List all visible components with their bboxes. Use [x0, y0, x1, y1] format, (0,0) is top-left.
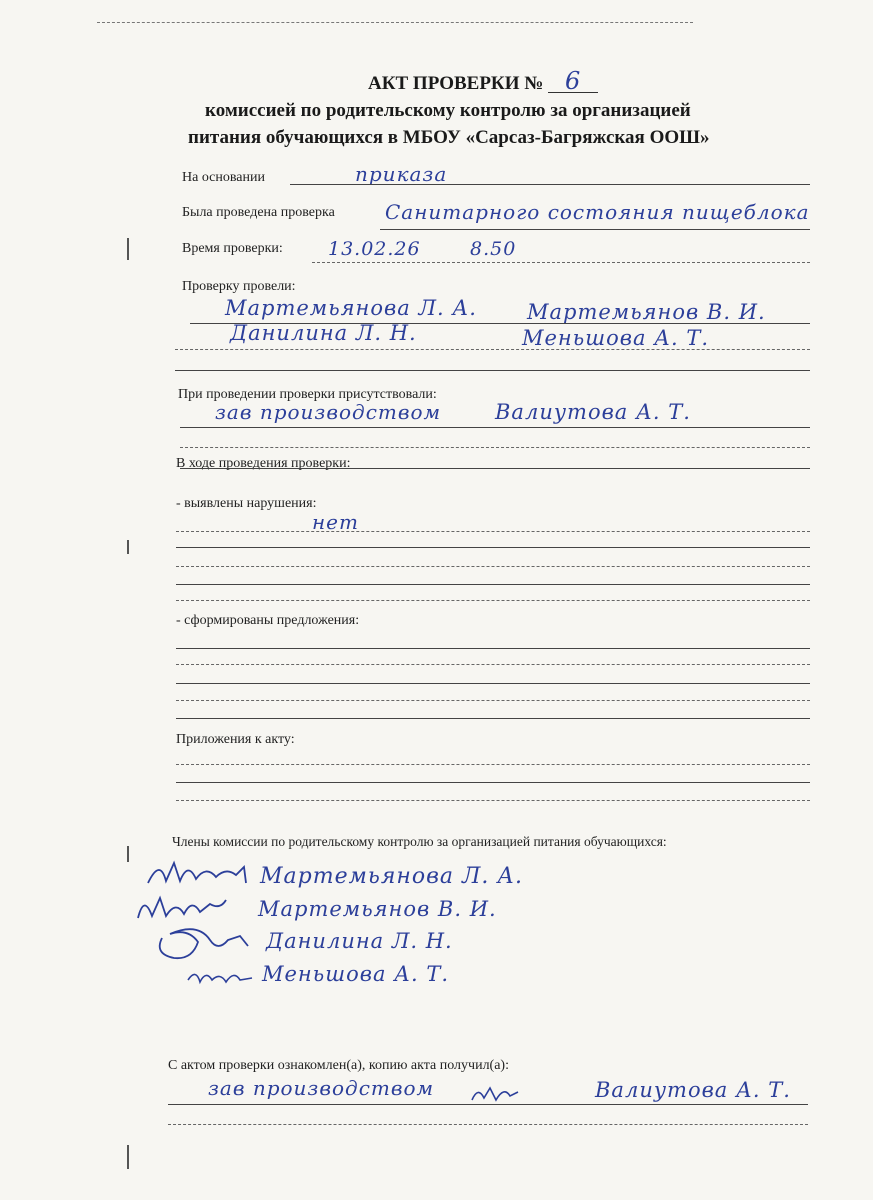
present-rule-1	[180, 427, 810, 428]
check-label: Была проведена проверка	[182, 205, 335, 220]
scan-mark	[127, 238, 129, 260]
violations-value: нет	[312, 510, 359, 534]
time-value: 8.50	[470, 238, 517, 260]
member-signature-4	[182, 960, 262, 990]
appendix-label: Приложения к акту:	[176, 732, 295, 747]
act-subtitle-2: питания обучающихся в МБОУ «Сарсаз-Багряжская ООШ»	[188, 127, 710, 148]
ack-rule-1	[168, 1104, 808, 1105]
present-value: зав производством	[215, 400, 442, 424]
proposals-label: - сформированы предложения:	[176, 613, 360, 628]
top-rule	[97, 22, 693, 23]
conducted-rule-2	[175, 349, 810, 350]
appendix-rule-1	[176, 764, 810, 765]
ack-position: зав производством	[208, 1076, 435, 1100]
conducted-label: Проверку провели:	[182, 279, 296, 294]
violations-rule-3	[176, 566, 810, 567]
member-name-1: Мартемьянова Л. А.	[260, 864, 524, 889]
scan-mark	[127, 846, 129, 862]
course-rule	[180, 468, 810, 469]
conducted-name-4: Меньшова А. Т.	[522, 326, 710, 350]
time-date: 13.02.26	[328, 238, 421, 260]
proposals-rule-4	[176, 700, 810, 701]
time-rule	[312, 262, 810, 263]
member-name-2: Мартемьянов В. И.	[258, 897, 497, 921]
ack-rule-2	[168, 1124, 808, 1125]
violations-rule-1	[176, 531, 810, 532]
member-signature-3	[148, 918, 258, 964]
act-number: 6	[548, 70, 598, 93]
scan-mark	[127, 1145, 129, 1169]
basis-label: На основании	[182, 170, 265, 185]
member-name-4: Меньшова А. Т.	[262, 962, 450, 986]
appendix-rule-3	[176, 800, 810, 801]
course-label: В ходе проведения проверки:	[176, 456, 351, 471]
check-value: Санитарного состояния пищеблока	[385, 200, 810, 224]
violations-rule-4	[176, 584, 810, 585]
ack-name: Валиутова А. Т.	[595, 1078, 791, 1102]
member-name-3: Данилина Л. Н.	[266, 929, 453, 953]
present-name: Валиутова А. Т.	[495, 400, 691, 424]
conducted-name-3: Данилина Л. Н.	[230, 321, 417, 345]
appendix-rule-2	[176, 782, 810, 783]
check-rule	[380, 229, 810, 230]
act-title	[368, 67, 598, 95]
act-subtitle-1: комиссией по родительскому контролю за организацией	[205, 100, 691, 121]
conducted-name-1: Мартемьянова Л. А.	[225, 296, 477, 320]
proposals-rule-2	[176, 664, 810, 665]
present-label: При проведении проверки присутствовали:	[178, 387, 437, 402]
basis-rule	[290, 184, 810, 185]
conducted-rule-3	[175, 370, 810, 371]
conducted-name-2: Мартемьянов В. И.	[527, 300, 766, 324]
basis-value: приказа	[355, 162, 448, 186]
violations-label: - выявлены нарушения:	[176, 496, 317, 511]
proposals-rule-3	[176, 683, 810, 684]
proposals-rule-5	[176, 718, 810, 719]
proposals-rule-1	[176, 648, 810, 649]
violations-rule-5	[176, 600, 810, 601]
scan-mark	[127, 540, 129, 554]
act-title-prefix: АКТ ПРОВЕРКИ №	[368, 73, 544, 94]
violations-rule-2	[176, 547, 810, 548]
present-rule-2	[180, 447, 810, 448]
time-label: Время проверки:	[182, 241, 283, 256]
members-label: Члены комиссии по родительскому контролю за организацией питания обучающихся:	[172, 834, 667, 849]
ack-label: С актом проверки ознакомлен(а), копию акта получил(а):	[168, 1058, 509, 1073]
